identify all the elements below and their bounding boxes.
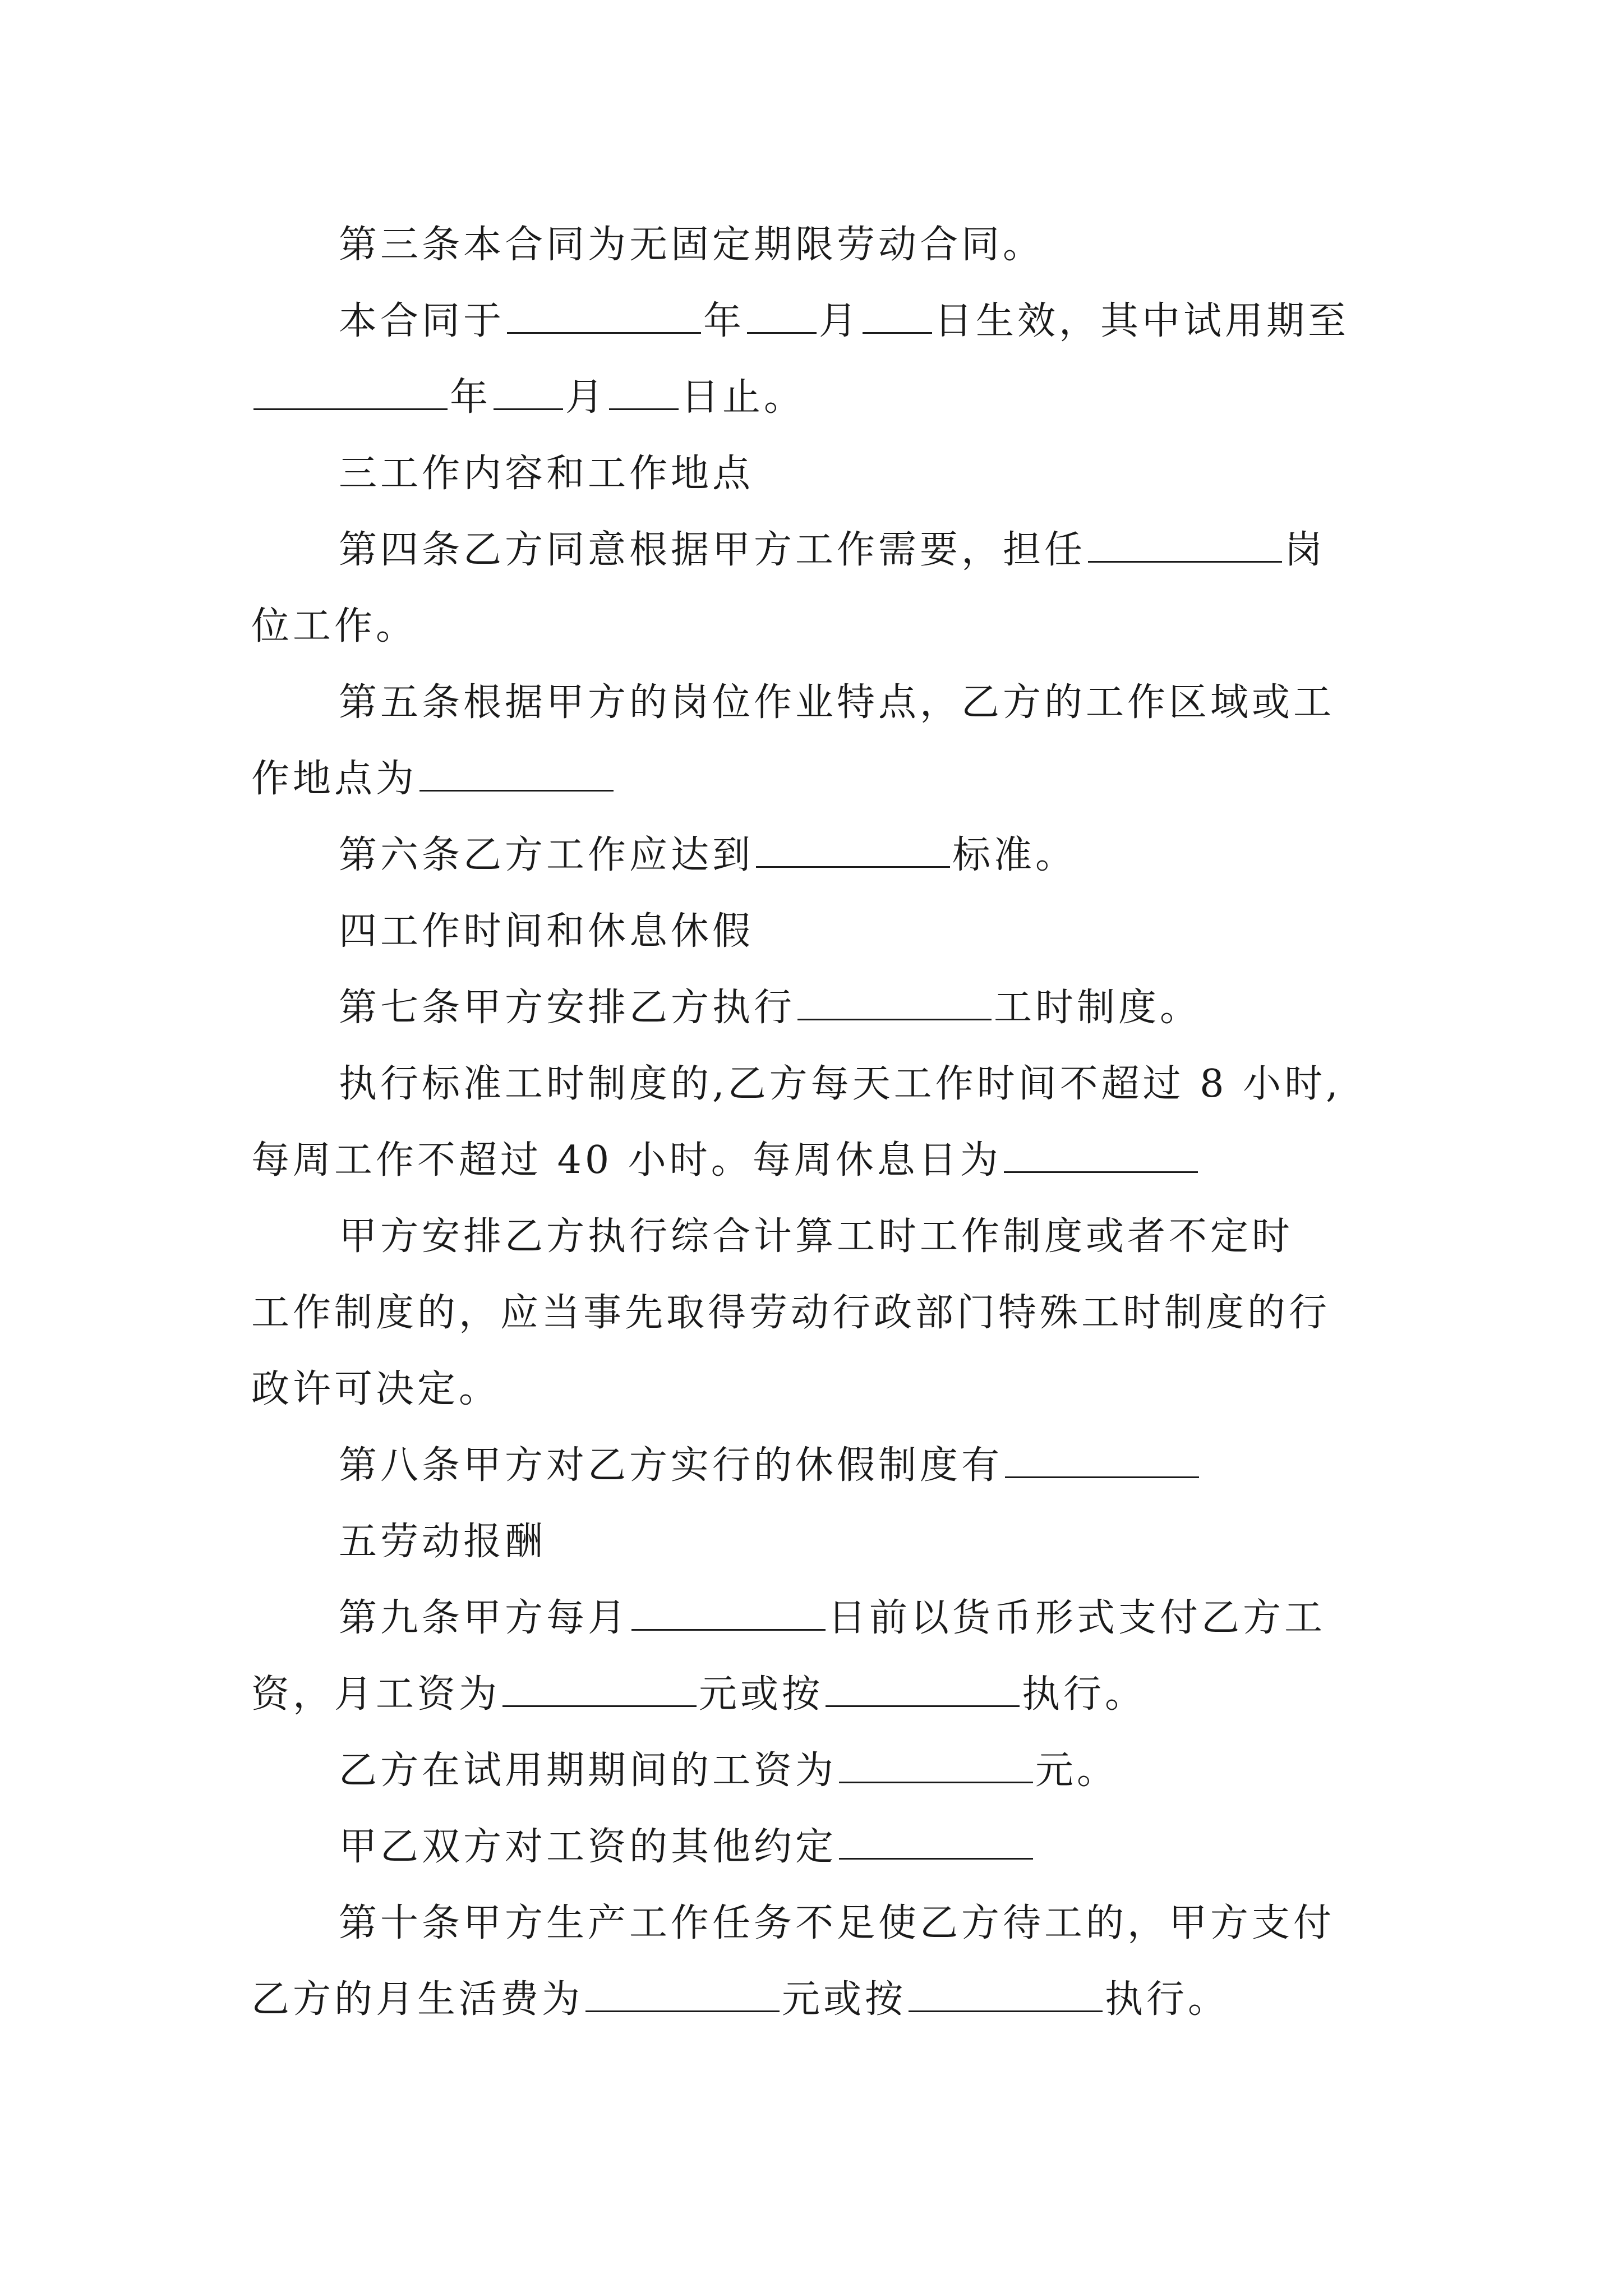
blank-field[interactable]: [507, 297, 701, 334]
article-5-text: [339, 678, 1335, 728]
text-span: 甲方安排乙方执行综合计算工时工作制度或者不定时: [339, 1214, 1294, 1259]
text-span: 年: [450, 375, 492, 420]
text-span: 四工作时间和休息休假: [339, 909, 754, 954]
special-hours-text: [339, 1212, 1293, 1262]
blank-field[interactable]: [839, 1823, 1033, 1860]
special-hours-text-cont: [251, 1364, 500, 1415]
text-span: 元。: [1035, 1749, 1119, 1793]
text-span: 资，月工资为: [251, 1672, 501, 1717]
text-span: 作地点为: [251, 757, 418, 801]
text-span: 月: [819, 299, 861, 343]
blank-field[interactable]: [1088, 526, 1282, 563]
text-span: 第九条甲方每月: [339, 1596, 630, 1640]
text-span: 本合同于: [339, 299, 505, 343]
effective-date-line: [339, 296, 1349, 347]
text-span: 执行。: [1022, 1672, 1147, 1717]
blank-field[interactable]: [839, 1747, 1033, 1783]
other-wage-terms-text: [339, 1822, 1035, 1872]
text-span: 执行标准工时制度的,乙方每天工作时间不超过 8 小时,: [339, 1062, 1341, 1106]
text-span: 位工作。: [251, 604, 418, 648]
text-span: 第十条甲方生产工作任务不足使乙方待工的，甲方支付: [339, 1901, 1335, 1945]
text-span: 乙方在试用期期间的工资为: [339, 1749, 837, 1793]
article-9-text: [339, 1593, 1326, 1644]
text-span: 三工作内容和工作地点: [339, 452, 754, 496]
text-span: 每周工作不超过 40 小时。每周休息日为: [251, 1138, 1002, 1182]
probation-end-line: [251, 372, 805, 423]
blank-field[interactable]: [1005, 1442, 1199, 1478]
text-span: 乙方的月生活费为: [251, 1977, 584, 2022]
article-8-text: [339, 1441, 1201, 1491]
text-span: 第五条根据甲方的岗位作业特点，乙方的工作区域或工: [339, 680, 1335, 725]
text-span: 年: [703, 299, 745, 343]
blank-field[interactable]: [502, 1671, 697, 1707]
text-span: 甲乙双方对工资的其他约定: [339, 1825, 837, 1869]
text-span: 月: [565, 375, 607, 420]
text-span: 第八条甲方对乙方实行的休假制度有: [339, 1443, 1003, 1488]
text-span: 岗: [1284, 528, 1326, 572]
blank-field[interactable]: [756, 831, 950, 868]
standard-hours-text: [339, 1059, 1341, 1110]
text-span: 工时制度。: [994, 986, 1202, 1030]
section-heading: [339, 907, 754, 957]
text-span: 五劳动报酬: [339, 1520, 547, 1564]
section-heading: [339, 449, 754, 499]
text-span: 元或按: [699, 1672, 824, 1717]
article-9-text-cont: [251, 1669, 1146, 1720]
blank-field[interactable]: [797, 984, 992, 1020]
text-span: 政许可决定。: [251, 1367, 501, 1411]
article-4-text-cont: [251, 601, 417, 652]
blank-field[interactable]: [909, 1976, 1103, 2012]
standard-hours-text-cont: [251, 1135, 1200, 1186]
article-3-text: [339, 220, 1044, 270]
blank-field[interactable]: [863, 297, 932, 334]
article-4-text: [339, 525, 1326, 576]
text-span: 第六条乙方工作应达到: [339, 833, 754, 877]
blank-field[interactable]: [826, 1671, 1020, 1707]
blank-field[interactable]: [631, 1594, 826, 1631]
article-5-text-cont: [251, 754, 616, 804]
section-heading: [339, 1517, 546, 1567]
blank-field[interactable]: [253, 374, 448, 410]
text-span: 标准。: [952, 833, 1077, 877]
article-10-text-cont: [251, 1975, 1229, 2025]
text-span: 第三条本合同为无固定期限劳动合同。: [339, 223, 1045, 267]
blank-field[interactable]: [1004, 1137, 1198, 1173]
blank-field[interactable]: [585, 1976, 780, 2012]
blank-field[interactable]: [419, 755, 614, 792]
article-10-text: [339, 1898, 1335, 1949]
text-span: 第四条乙方同意根据甲方工作需要，担任: [339, 528, 1086, 572]
blank-field[interactable]: [494, 374, 563, 410]
text-span: 工作制度的，应当事先取得劳动行政部门特殊工时制度的行: [251, 1291, 1331, 1335]
text-span: 日生效，其中试用期至: [934, 299, 1350, 343]
text-span: 日前以货币形式支付乙方工: [828, 1596, 1326, 1640]
probation-wage-text: [339, 1746, 1118, 1796]
article-6-text: [339, 830, 1077, 881]
blank-field[interactable]: [747, 297, 817, 334]
text-span: 第七条甲方安排乙方执行: [339, 986, 796, 1030]
text-span: 执行。: [1105, 1977, 1230, 2022]
text-span: 日止。: [681, 375, 806, 420]
text-span: 元或按: [782, 1977, 907, 2022]
special-hours-text-cont: [251, 1288, 1330, 1338]
article-7-text: [339, 983, 1201, 1033]
blank-field[interactable]: [609, 374, 679, 410]
